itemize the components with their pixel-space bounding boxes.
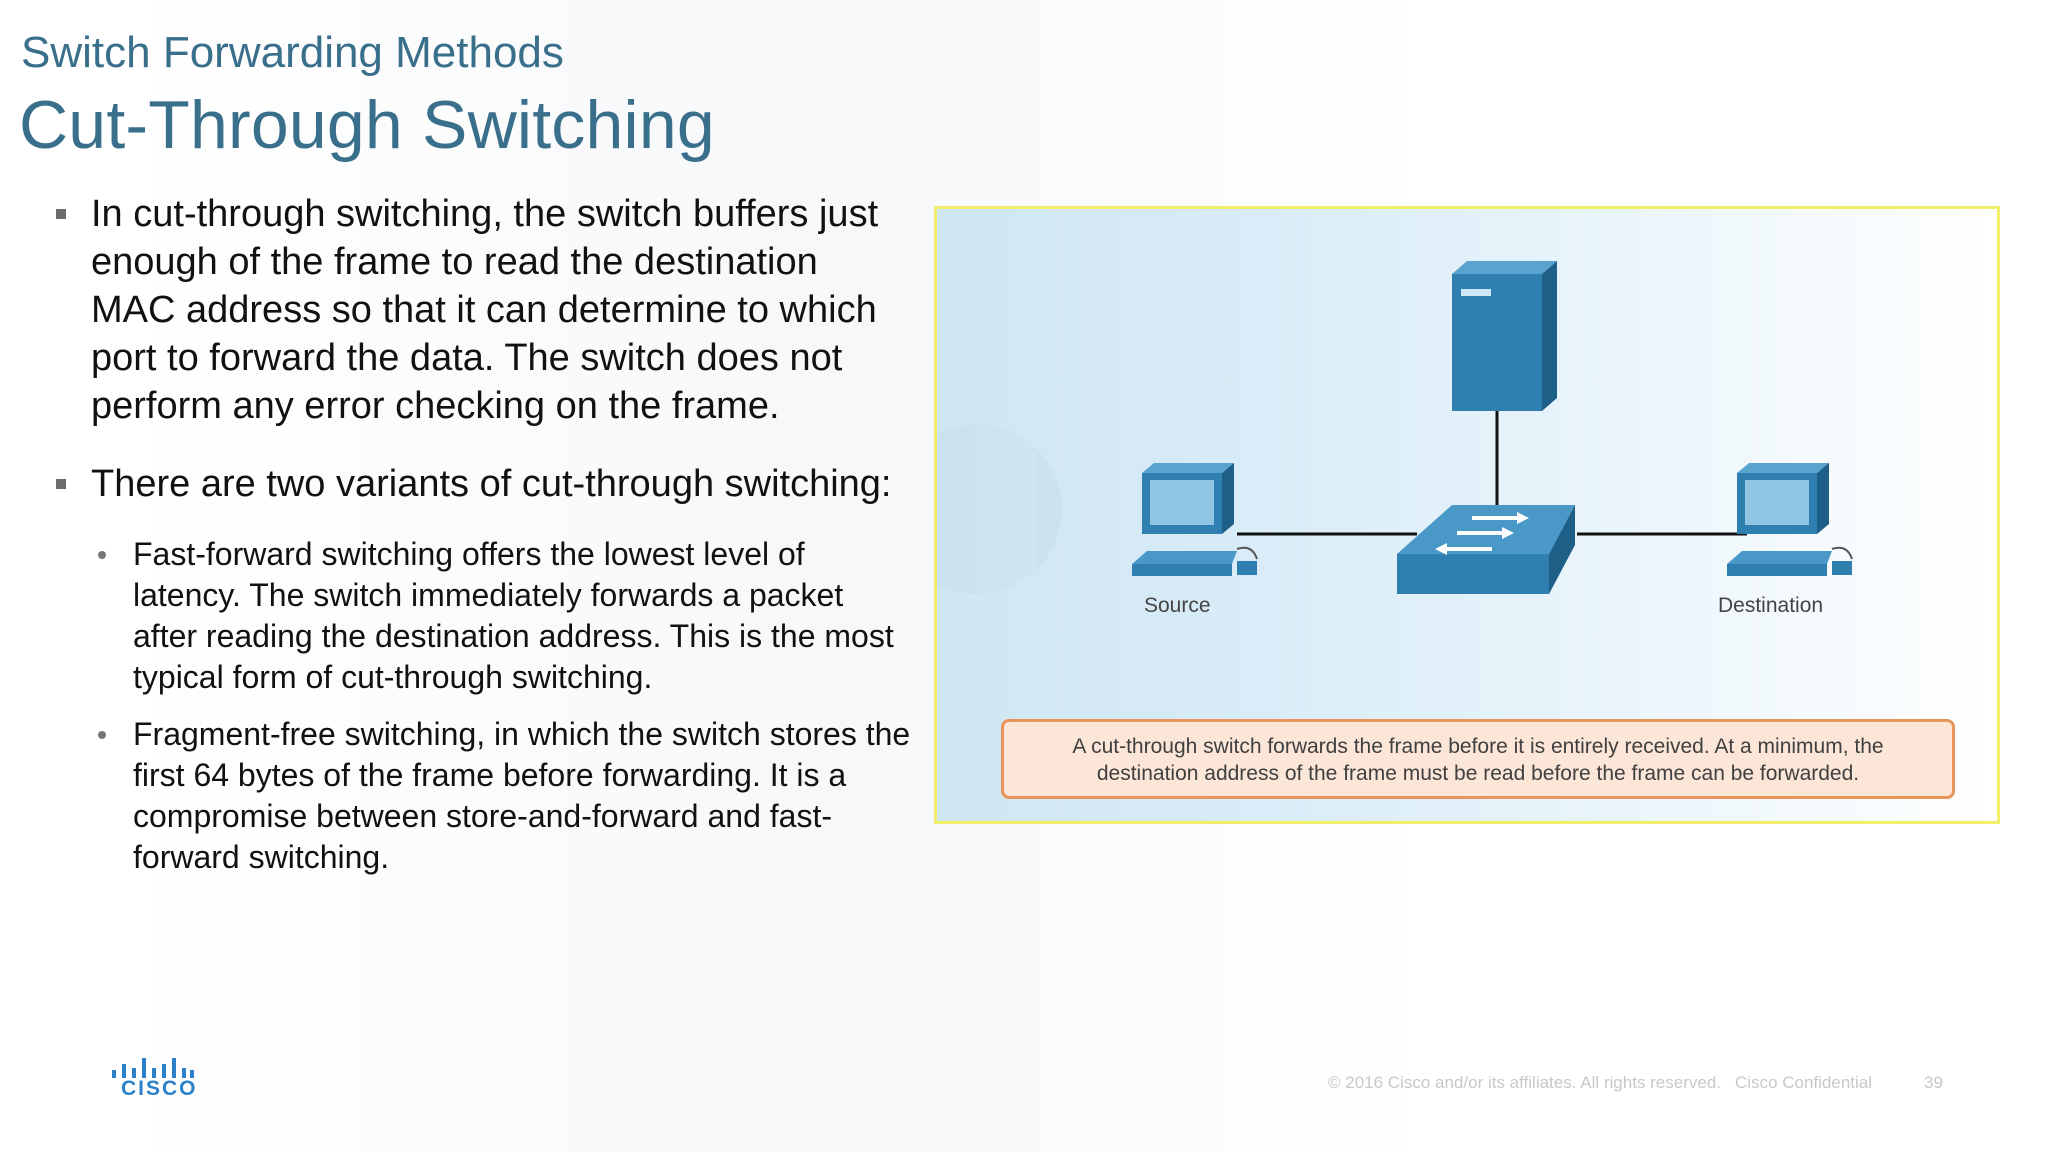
confidential-text: Cisco Confidential — [1735, 1073, 1873, 1092]
page-number: 39 — [1924, 1073, 1943, 1092]
copyright-text: © 2016 Cisco and/or its affiliates. All rights reserved. — [1328, 1073, 1722, 1092]
pc-icon — [1727, 463, 1852, 576]
bullet-text: In cut-through switching, the switch buffers just enough of the frame to read the destination MAC address so that it can determine to which port to forward the data. The switch does not perform any error checking on the frame. — [91, 193, 879, 427]
sub-bullet-item — [91, 714, 912, 878]
bullet-text: There are two variants of cut-through switching: — [91, 463, 892, 505]
caption-line: A cut-through switch forwards the frame before it is entirely received. At a minimum, the — [1072, 735, 1884, 758]
sub-bullet-text: Fragment-free switching, in which the switch stores the first 64 bytes of the frame before forwarding. It is a compromise between store-and-forward and fast-forward switching. — [133, 716, 911, 875]
square-bullet-icon — [56, 479, 66, 489]
bullet-item — [52, 460, 912, 508]
footer-copyright — [1328, 1073, 1872, 1093]
bullet-item — [52, 190, 912, 430]
slide-title: Cut-Through Switching — [19, 87, 715, 163]
dot-bullet-icon — [98, 731, 106, 739]
pc-icon — [1132, 463, 1257, 576]
network-diagram — [934, 206, 2000, 824]
switch-icon — [1397, 505, 1575, 594]
diagram-caption — [1001, 719, 1955, 799]
caption-line: destination address of the frame must be read before the frame can be forwarded. — [1096, 762, 1860, 785]
slide-subtitle: Switch Forwarding Methods — [21, 28, 564, 77]
source-label: Source — [1144, 594, 1211, 617]
square-bullet-icon — [56, 209, 66, 219]
sub-bullet-item — [91, 534, 912, 698]
dot-bullet-icon — [98, 551, 106, 559]
sub-bullet-text: Fast-forward switching offers the lowest level of latency. The switch immediately forwards a packet after reading the destination address. This is the most typical form of cut-through switching. — [133, 536, 894, 695]
bullet-list — [52, 190, 912, 894]
cisco-logo-text: CISCO — [121, 1077, 198, 1100]
destination-label: Destination — [1718, 594, 1824, 617]
server-icon — [1452, 261, 1557, 411]
